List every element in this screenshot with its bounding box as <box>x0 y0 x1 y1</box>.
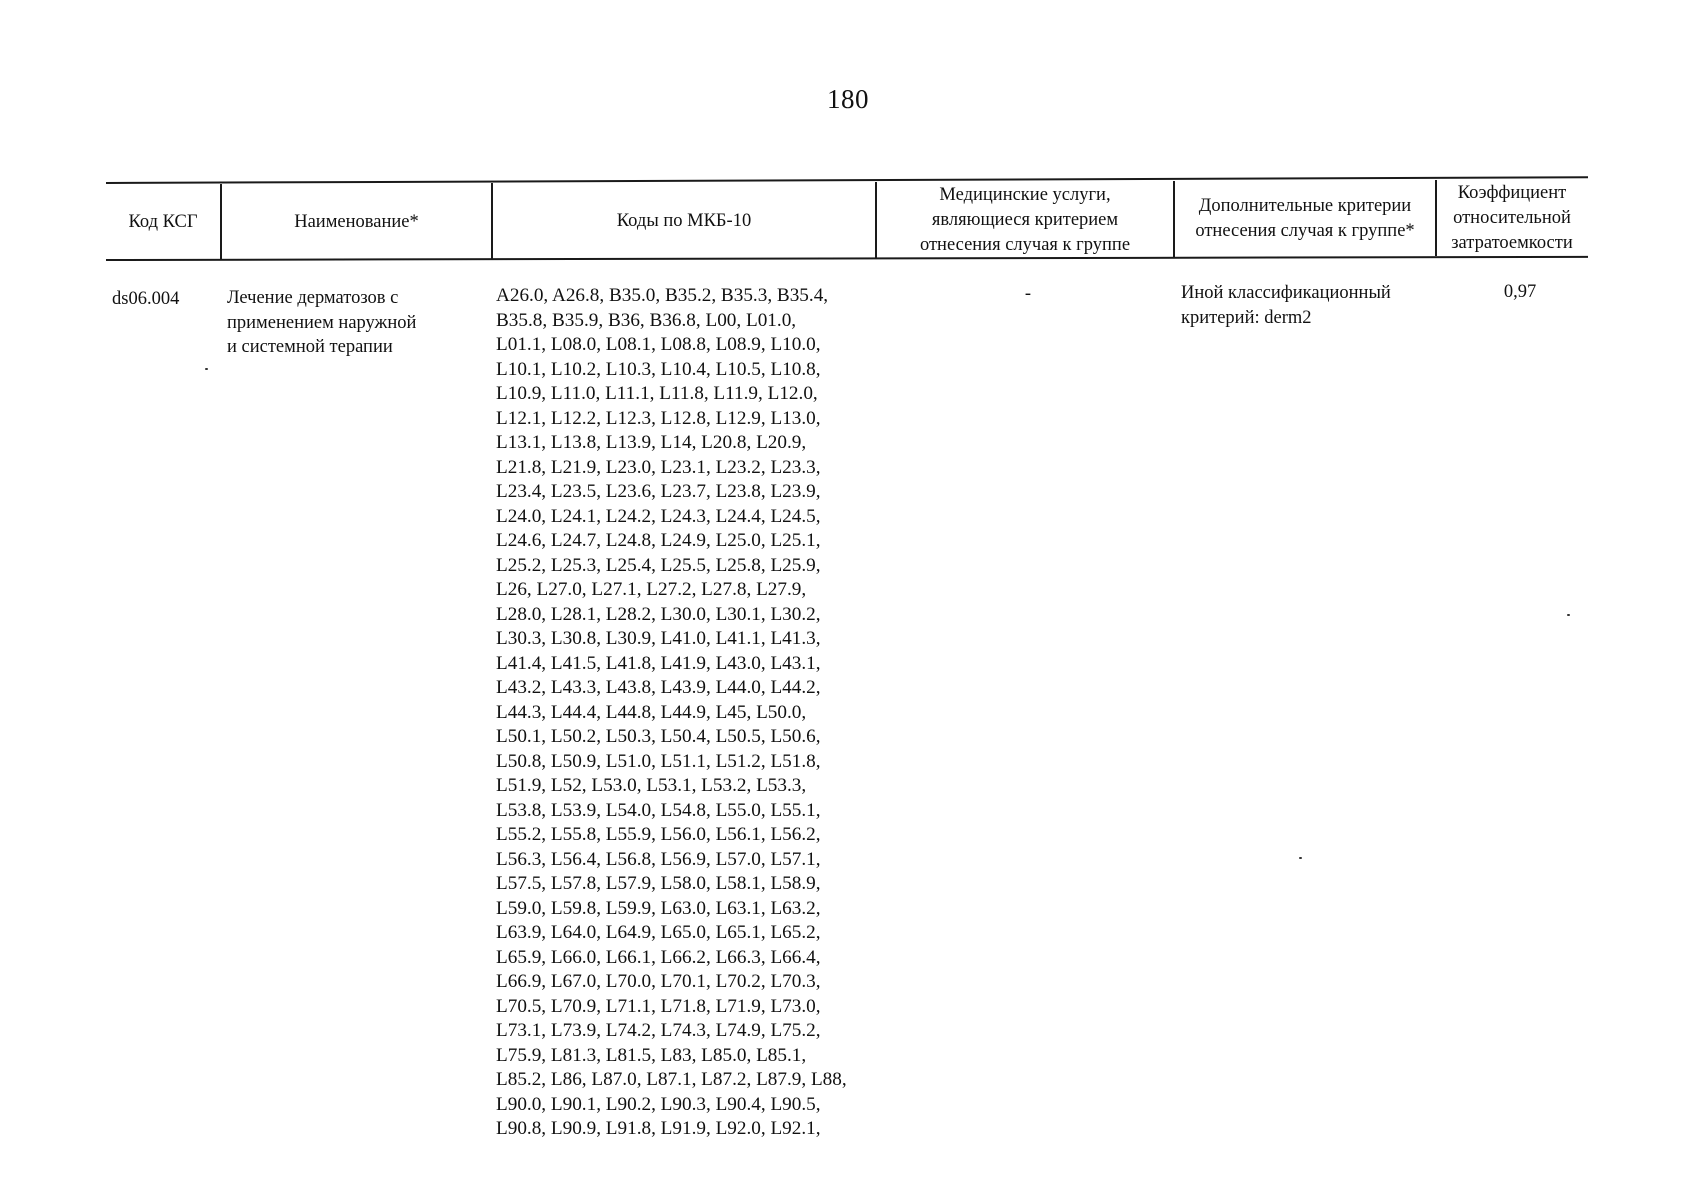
scan-speck <box>205 368 208 370</box>
row-criteria: Иной классификационный критерий: derm2 <box>1181 283 1391 328</box>
icd-line: L70.5, L70.9, L71.1, L71.8, L71.9, L73.0, <box>496 995 821 1017</box>
icd-line: L26, L27.0, L27.1, L27.2, L27.8, L27.9, <box>496 579 807 600</box>
header-services: Медицинские услуги, являющиеся критерием отнесения случая к группе <box>919 184 1131 255</box>
icd-line: L24.0, L24.1, L24.2, L24.3, L24.4, L24.5, <box>496 505 821 527</box>
icd-line: L30.3, L30.8, L30.9, L41.0, L41.1, L41.3, <box>496 628 821 649</box>
icd-line: L44.3, L44.4, L44.8, L44.9, L45, L50.0, <box>496 701 807 723</box>
icd-line: L50.1, L50.2, L50.3, L50.4, L50.5, L50.6, <box>496 726 821 747</box>
header-criteria: Дополнительные критерии отнесения случая к группе* <box>1195 196 1415 241</box>
icd-line: L85.2, L86, L87.0, L87.1, L87.2, L87.9, L88, <box>496 1069 847 1090</box>
scan-speck <box>1299 857 1302 859</box>
row-icd-codes <box>496 284 896 1142</box>
icd-line: L10.1, L10.2, L10.3, L10.4, L10.5, L10.8, <box>496 358 821 380</box>
row-coefficient: 0,97 <box>1503 282 1537 302</box>
icd-line: L21.8, L21.9, L23.0, L23.1, L23.2, L23.3, <box>496 456 821 478</box>
icd-line: L25.2, L25.3, L25.4, L25.5, L25.8, L25.9, <box>496 554 821 576</box>
header-coefficient: Коэффициент относительной затратоемкости <box>1451 182 1573 253</box>
icd-line: L59.0, L59.8, L59.9, L63.0, L63.1, L63.2, <box>496 897 821 919</box>
row-services: - <box>1024 284 1032 304</box>
icd-line: L56.3, L56.4, L56.8, L56.9, L57.0, L57.1, <box>496 848 821 870</box>
icd-line: L28.0, L28.1, L28.2, L30.0, L30.1, L30.2, <box>496 603 821 625</box>
icd-line: L24.6, L24.7, L24.8, L24.9, L25.0, L25.1, <box>496 530 821 551</box>
header-code: Код КСГ <box>128 211 198 232</box>
icd-line: L41.4, L41.5, L41.8, L41.9, L43.0, L43.1, <box>496 652 821 674</box>
icd-line: L53.8, L53.9, L54.0, L54.8, L55.0, L55.1, <box>496 799 821 821</box>
icd-line: A26.0, A26.8, B35.0, B35.2, B35.3, B35.4, <box>496 285 829 306</box>
icd-line: L66.9, L67.0, L70.0, L70.1, L70.2, L70.3, <box>496 971 821 992</box>
icd-line: L73.1, L73.9, L74.2, L74.3, L74.9, L75.2, <box>496 1020 821 1041</box>
scan-speck <box>1567 614 1570 616</box>
icd-line: L90.0, L90.1, L90.2, L90.3, L90.4, L90.5, <box>496 1093 821 1115</box>
icd-line: L57.5, L57.8, L57.9, L58.0, L58.1, L58.9, <box>496 873 821 894</box>
icd-line: L75.9, L81.3, L81.5, L83, L85.0, L85.1, <box>496 1044 807 1066</box>
icd-line: B35.8, B35.9, B36, B36.8, L00, L01.0, <box>496 309 797 331</box>
icd-line: L90.8, L90.9, L91.8, L91.9, L92.0, L92.1, <box>496 1118 821 1139</box>
header-name: Наименование* <box>294 211 419 232</box>
icd-line: L55.2, L55.8, L55.9, L56.0, L56.1, L56.2, <box>496 824 821 845</box>
row-code: ds06.004 <box>112 289 180 309</box>
icd-line: L10.9, L11.0, L11.1, L11.8, L11.9, L12.0, <box>496 383 818 404</box>
icd-line: L43.2, L43.3, L43.8, L43.9, L44.0, L44.2, <box>496 677 821 698</box>
icd-line: L63.9, L64.0, L64.9, L65.0, L65.1, L65.2, <box>496 922 821 943</box>
page-number: 180 <box>827 84 869 114</box>
icd-line: L12.1, L12.2, L12.3, L12.8, L12.9, L13.0, <box>496 407 821 429</box>
row-name: Лечение дерматозов с применением наружной и системной терапии <box>227 288 417 358</box>
icd-line: L51.9, L52, L53.0, L53.1, L53.2, L53.3, <box>496 775 807 796</box>
icd-line: L23.4, L23.5, L23.6, L23.7, L23.8, L23.9, <box>496 481 821 502</box>
header-icd: Коды по МКБ-10 <box>616 210 752 231</box>
icd-line: L50.8, L50.9, L51.0, L51.1, L51.2, L51.8, <box>496 750 821 772</box>
icd-line: L65.9, L66.0, L66.1, L66.2, L66.3, L66.4, <box>496 946 821 968</box>
icd-line: L13.1, L13.8, L13.9, L14, L20.8, L20.9, <box>496 432 807 453</box>
icd-line: L01.1, L08.0, L08.1, L08.8, L08.9, L10.0, <box>496 334 821 355</box>
